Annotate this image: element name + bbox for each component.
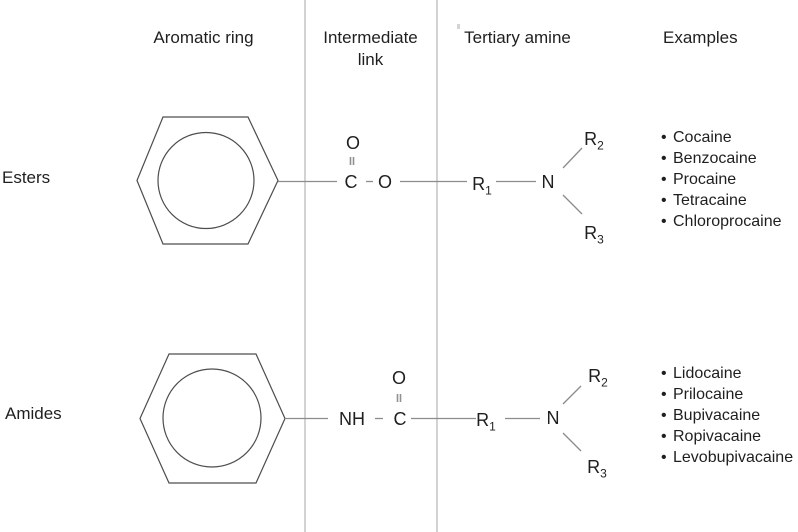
ester-bond-n-to-r3 (563, 195, 582, 214)
bullet-icon: • (661, 365, 667, 382)
example-label: Lidocaine (673, 365, 742, 382)
list-item (661, 190, 782, 211)
bullet-icon: • (661, 213, 667, 230)
column-header-examples: Examples (663, 28, 738, 47)
list-item (661, 169, 782, 190)
ester-oxygen-label: O (377, 172, 393, 192)
list-item (661, 127, 782, 148)
example-label: Ropivacaine (673, 428, 762, 445)
ester-carbonyl-oxygen-label: O (345, 133, 361, 153)
ester-r3-subscript: 3 (597, 232, 604, 247)
amide-r3-symbol: R (587, 457, 601, 477)
bullet-icon: • (661, 449, 667, 466)
amide-benzene-hexagon-icon (140, 354, 285, 483)
ester-r1-symbol: R (472, 174, 486, 194)
ester-r3-symbol: R (584, 223, 598, 243)
ester-r1-label (472, 174, 492, 198)
row-label-esters: Esters (2, 168, 51, 187)
intermediate-link-line1: Intermediate (323, 28, 418, 47)
example-label: Benzocaine (673, 150, 757, 167)
example-label: Chloroprocaine (673, 213, 782, 230)
amide-r3-label (587, 457, 607, 481)
amide-carbon-label: C (393, 409, 407, 429)
bullet-icon: • (661, 150, 667, 167)
example-label: Cocaine (673, 129, 732, 146)
column-header-tertiary-amine: Tertiary amine (464, 28, 571, 47)
list-item (661, 148, 782, 169)
ester-r1-subscript: 1 (485, 183, 492, 198)
column-header-aromatic-ring: Aromatic ring (153, 28, 254, 47)
amide-bond-n-to-r2 (563, 386, 581, 404)
bullet-icon: • (661, 129, 667, 146)
amide-r2-symbol: R (588, 366, 602, 386)
bullet-icon: • (661, 407, 667, 424)
amide-bond-n-to-r3 (563, 433, 581, 451)
example-label: Levobupivacaine (673, 449, 794, 466)
amide-r2-label (588, 366, 608, 390)
example-label: Tetracaine (673, 192, 747, 209)
amide-r3-subscript: 3 (600, 466, 607, 481)
amide-r2-subscript: 2 (601, 375, 608, 390)
list-item (661, 426, 793, 447)
amide-r1-label (476, 410, 496, 434)
ester-r2-label (584, 129, 604, 153)
example-label: Prilocaine (673, 386, 744, 403)
intermediate-link-line2: link (357, 50, 384, 69)
ester-bond-n-to-r2 (563, 148, 582, 168)
row-label-amides: Amides (5, 404, 62, 423)
list-item (661, 363, 793, 384)
list-item (661, 447, 793, 468)
amide-carbonyl-oxygen-label: O (391, 368, 407, 388)
amide-examples-list (661, 363, 793, 468)
example-label: Procaine (673, 171, 737, 188)
example-label: Bupivacaine (673, 407, 761, 424)
amide-benzene-circle-icon (163, 369, 261, 467)
ester-benzene-circle-icon (158, 133, 254, 229)
amide-nitrogen-label: N (546, 408, 560, 428)
amide-r1-subscript: 1 (489, 419, 496, 434)
bullet-icon: • (661, 192, 667, 209)
ester-r3-label (584, 223, 604, 247)
ester-r2-symbol: R (584, 129, 598, 149)
ester-nitrogen-label: N (541, 172, 555, 192)
bullet-icon: • (661, 386, 667, 403)
ester-carbon-label: C (344, 172, 358, 192)
ester-r2-subscript: 2 (597, 138, 604, 153)
amide-r1-symbol: R (476, 410, 490, 430)
ester-examples-list (661, 127, 782, 232)
list-item (661, 384, 793, 405)
list-item (661, 405, 793, 426)
bullet-icon: • (661, 171, 667, 188)
amide-nh-label: NH (339, 409, 365, 429)
bullet-icon: • (661, 428, 667, 445)
list-item (661, 211, 782, 232)
